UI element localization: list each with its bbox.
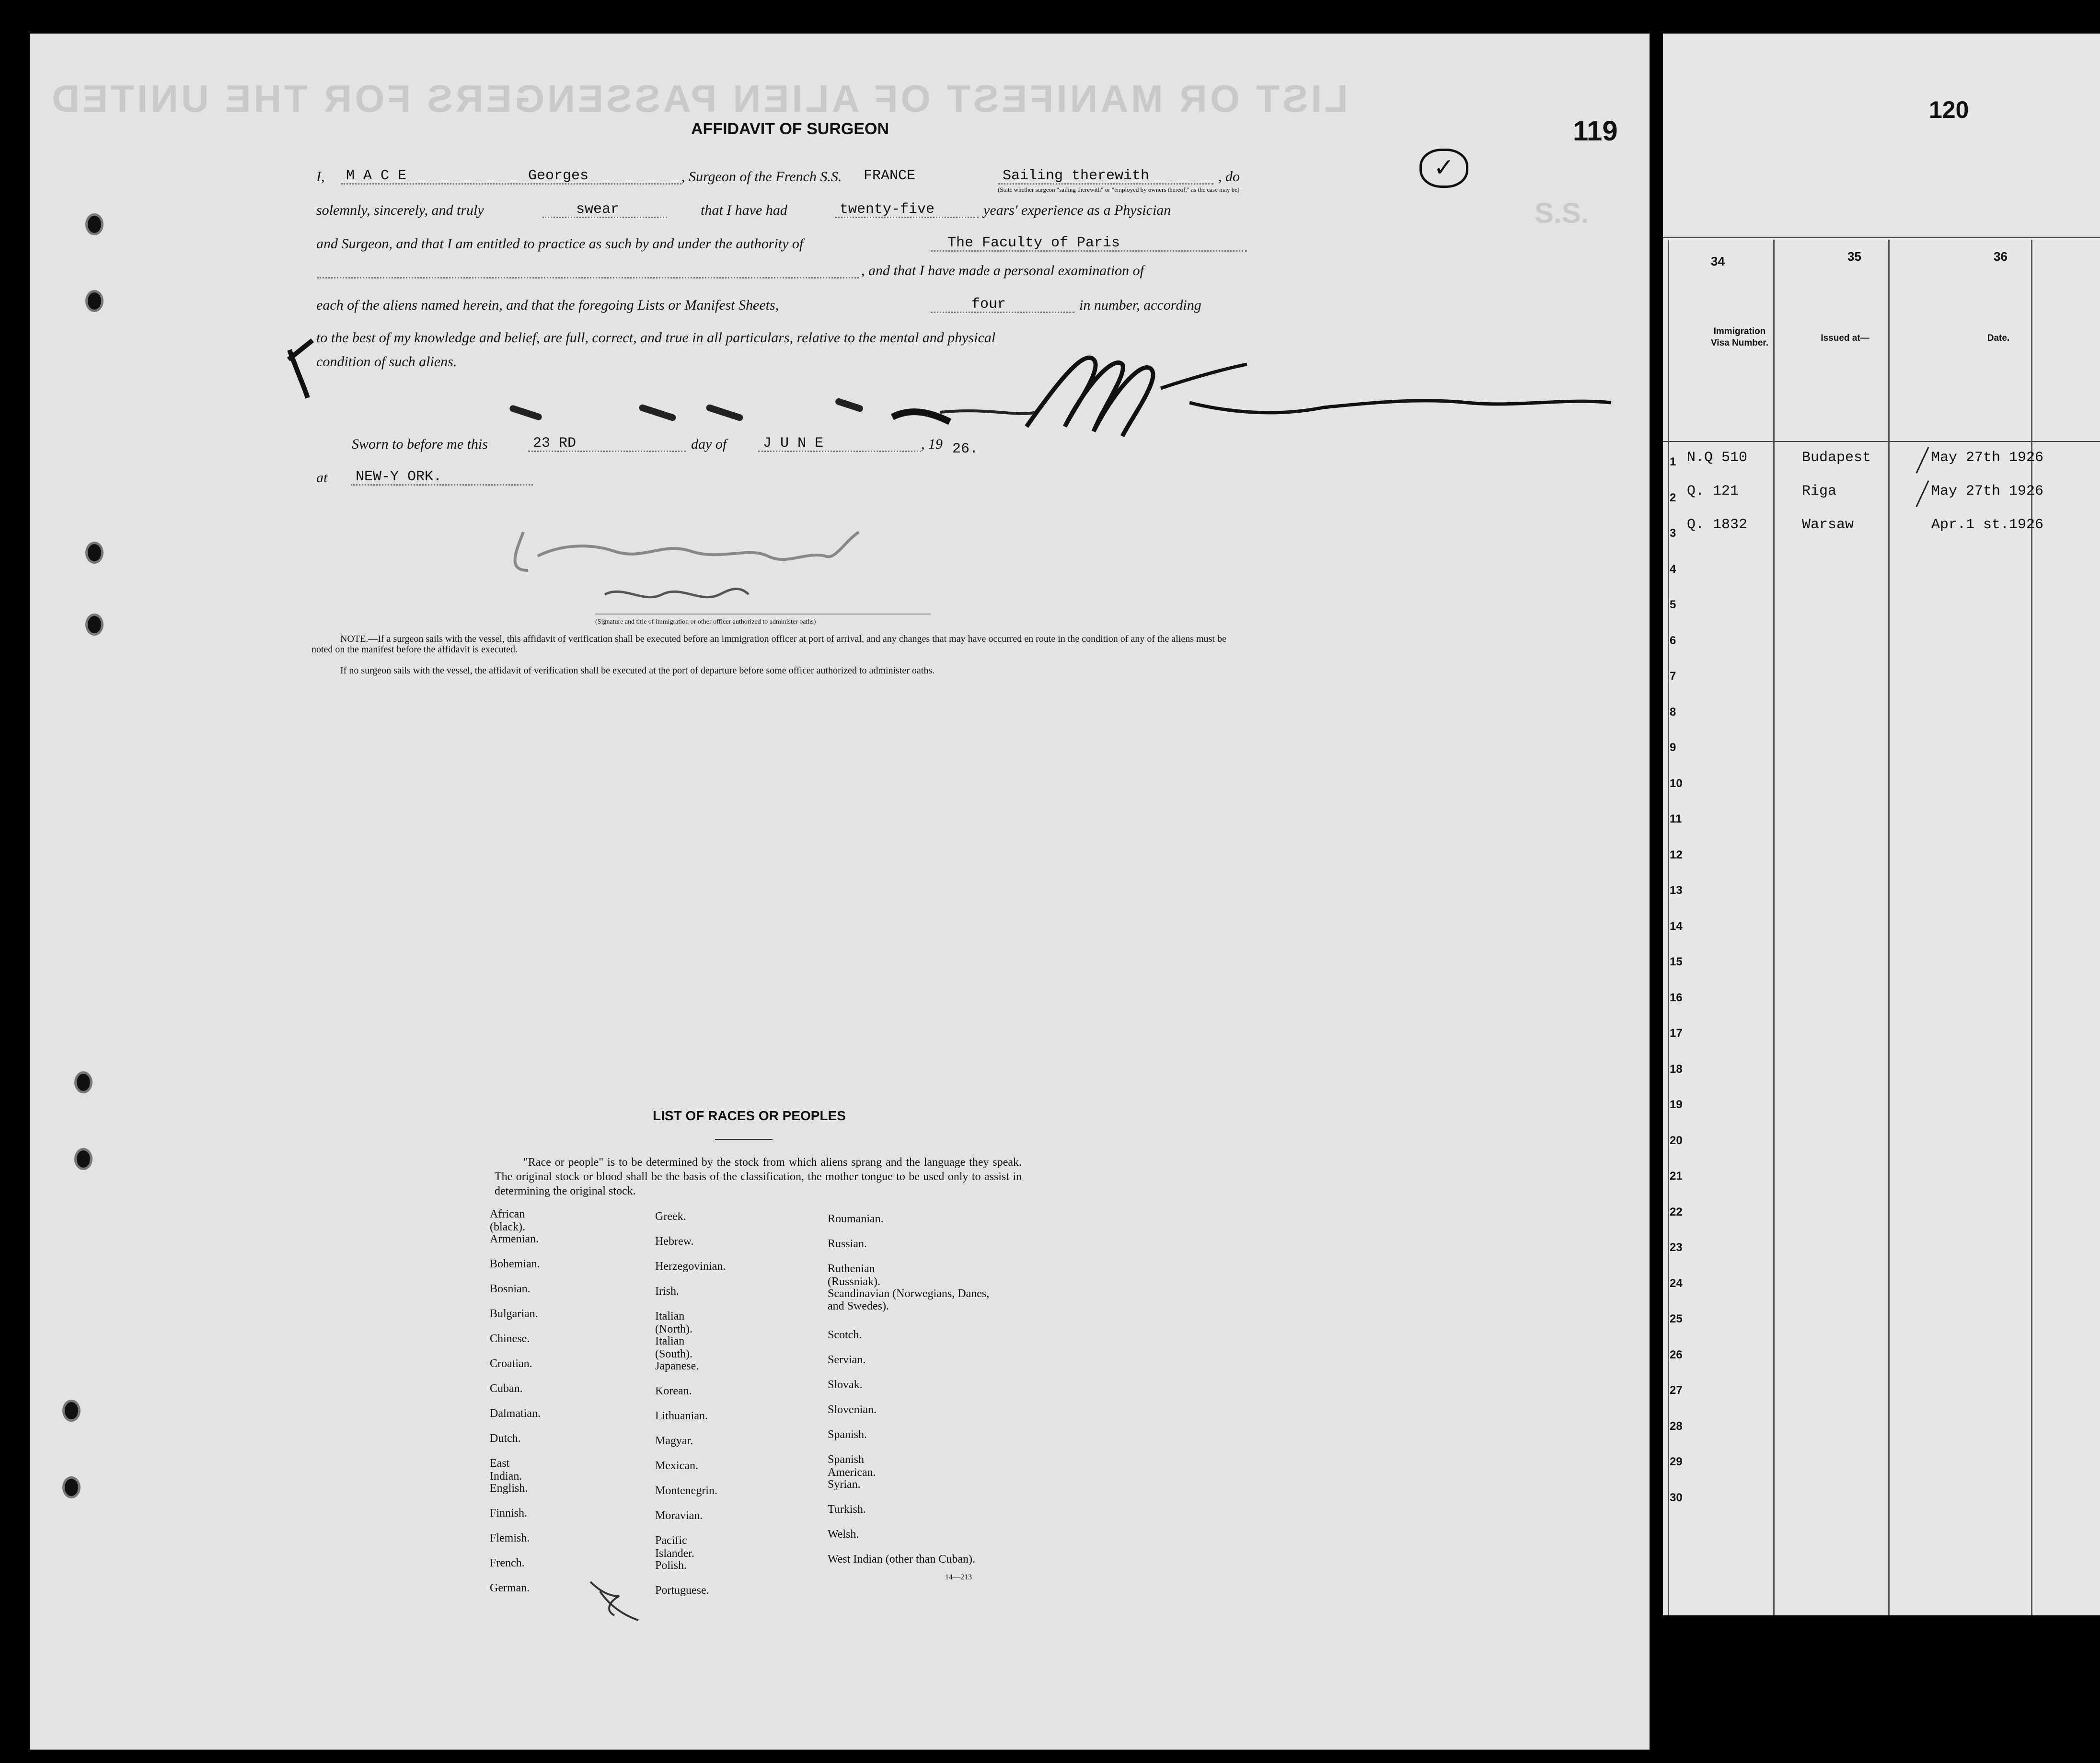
race-item: Hebrew. <box>655 1235 694 1248</box>
table-col-rule <box>1668 240 1669 1615</box>
check-mark-icon: ✓ <box>1433 154 1454 182</box>
signature-caption: (Signature and title of immigration or other officer authorized to administer oaths) <box>595 618 816 626</box>
aff-line2-end: years' experience as a Physician <box>983 202 1171 218</box>
race-item: Japanese. <box>655 1360 699 1372</box>
race-item: Bohemian. <box>490 1258 540 1270</box>
aff-line3-prefix: and Surgeon, and that I am entitled to practice as such by and under the authority of <box>316 236 804 252</box>
issued-at: Warsaw <box>1802 517 1854 533</box>
races-intro: "Race or people" is to be determined by the stock from which aliens sprang and the language they speak. The original stock or blood shall be the basis of the classification, the mother tongue to be used only to assist in determining the original stock. <box>495 1156 1022 1197</box>
race-item: Spanish. <box>828 1428 867 1441</box>
issue-date: Apr.1 st.1926 <box>1931 517 2044 533</box>
note-1: NOTE.—If a surgeon sails with the vessel, this affidavit of verification shall be executed before an immigration officer at port of arrival, and any changes that may have occurred en route in the condition of any of the aliens must be noted on the manifest before the affidavit is executed. <box>312 634 1226 655</box>
race-item: German. <box>490 1582 530 1594</box>
row-number: 11 <box>1670 812 1682 825</box>
punch-hole <box>74 1148 92 1170</box>
pencil-mark <box>581 1577 648 1630</box>
authority-line <box>931 250 1247 252</box>
race-item: African (black). <box>490 1208 525 1233</box>
row-number: 14 <box>1670 919 1683 933</box>
row-number: 28 <box>1670 1419 1683 1433</box>
race-item: Scotch. <box>828 1329 862 1341</box>
issue-date: May 27th 1926 <box>1931 483 2044 499</box>
race-item: Slovak. <box>828 1379 863 1391</box>
row-number: 3 <box>1670 527 1676 540</box>
aff-line2-mid: that I have had <box>701 202 787 218</box>
col-header-issued: Issued at— <box>1821 333 1869 343</box>
races-title-rule <box>715 1139 773 1140</box>
oath-line <box>542 217 667 218</box>
aff-line5: each of the aliens named herein, and that the foregoing Lists or Manifest Sheets, <box>316 297 779 313</box>
race-item: Syrian. <box>828 1478 861 1491</box>
sailing-line <box>998 183 1213 185</box>
race-item: Herzegovinian. <box>655 1260 726 1273</box>
years-experience: twenty-five <box>840 201 935 218</box>
race-item: Moravian. <box>655 1509 703 1522</box>
row-number: 10 <box>1670 777 1683 790</box>
slash-mark <box>1915 447 1929 474</box>
table-col-rule <box>1888 240 1890 1615</box>
race-item: West Indian (other than Cuban). <box>828 1553 975 1566</box>
race-item: Mexican. <box>655 1460 698 1472</box>
row-number: 25 <box>1670 1312 1683 1325</box>
race-item: Turkish. <box>828 1503 866 1516</box>
row-number: 13 <box>1670 884 1683 897</box>
race-item: Chinese. <box>490 1333 530 1345</box>
aff-line1-prefix: I, <box>316 169 325 185</box>
place-line <box>351 484 533 486</box>
races-title: LIST OF RACES OR PEOPLES <box>653 1108 846 1123</box>
aff-line7: condition of such aliens. <box>316 354 457 370</box>
race-item: East Indian. <box>490 1457 522 1483</box>
row-number: 22 <box>1670 1205 1683 1218</box>
race-item: Magyar. <box>655 1435 693 1447</box>
col-number-35: 35 <box>1847 249 1861 264</box>
issued-at: Riga <box>1802 483 1837 499</box>
years-line <box>835 217 979 218</box>
race-item: Korean. <box>655 1385 692 1397</box>
officer-signature <box>461 513 940 618</box>
punch-hole <box>85 542 104 564</box>
race-item: Greek. <box>655 1210 686 1223</box>
race-item: Polish. <box>655 1559 687 1572</box>
race-item: Portuguese. <box>655 1584 709 1597</box>
race-item: Welsh. <box>828 1528 859 1541</box>
day-of: day of <box>691 436 727 452</box>
page-number-right: 120 <box>1929 96 1969 123</box>
row-number: 7 <box>1670 670 1676 683</box>
punch-hole <box>85 614 104 636</box>
right-page <box>1663 34 2100 1615</box>
race-item: Scandinavian (Norwegians, Danes, and Swedes). <box>828 1287 990 1312</box>
row-number: 8 <box>1670 705 1676 719</box>
table-col-rule <box>2031 240 2032 1615</box>
ghost-header: LIST OR MANIFEST OF ALIEN PASSENGERS FOR THE UNITED <box>49 77 1348 120</box>
race-item: Dutch. <box>490 1432 521 1445</box>
ship-name: FRANCE <box>864 168 916 184</box>
row-number: 26 <box>1670 1348 1683 1361</box>
race-item: Roumanian. <box>828 1213 884 1225</box>
punch-hole <box>74 1071 92 1093</box>
row-number: 6 <box>1670 634 1676 647</box>
row-number: 16 <box>1670 991 1683 1004</box>
slash-mark <box>1915 480 1929 507</box>
left-page <box>30 34 1650 1750</box>
race-item: Russian. <box>828 1238 867 1250</box>
table-col-rule <box>1773 240 1775 1615</box>
punch-hole <box>85 290 104 312</box>
row-number: 30 <box>1670 1491 1683 1504</box>
sworn-place: NEW-Y ORK. <box>356 469 442 485</box>
race-item: Armenian. <box>490 1233 539 1245</box>
row-number: 23 <box>1670 1241 1683 1254</box>
month-line <box>758 451 921 452</box>
row-number: 5 <box>1670 598 1676 611</box>
col-header-date: Date. <box>1987 333 2010 343</box>
row-number: 15 <box>1670 955 1683 968</box>
year-prefix: , 19 <box>921 436 943 452</box>
row-number: 12 <box>1670 848 1683 861</box>
aff-line6: to the best of my knowledge and belief, are full, correct, and true in all particulars, relative to the mental and physical <box>316 330 996 346</box>
sworn-month: J U N E <box>763 435 824 452</box>
table-top-rule <box>1663 237 2100 238</box>
row-number: 21 <box>1670 1170 1683 1183</box>
row-number: 2 <box>1670 491 1676 504</box>
visa-number: N.Q 510 <box>1687 450 1748 466</box>
race-item: Italian (North). <box>655 1310 692 1335</box>
at-prefix: at <box>316 470 328 486</box>
punch-hole <box>62 1400 81 1422</box>
signature-line <box>595 614 931 615</box>
visa-number: Q. 121 <box>1687 483 1739 499</box>
row-number: 17 <box>1670 1027 1683 1040</box>
form-number: 14—213 <box>945 1573 972 1581</box>
visa-number: Q. 1832 <box>1687 517 1748 533</box>
race-item: French. <box>490 1557 525 1569</box>
race-item: Irish. <box>655 1285 679 1298</box>
aff-line1-mid: , Surgeon of the French S.S. <box>681 169 842 185</box>
race-item: Italian (South). <box>655 1335 692 1360</box>
surgeon-surname: M A C E <box>346 168 407 184</box>
day-line <box>528 451 686 452</box>
surgeon-signature <box>269 331 1683 489</box>
race-item: Servian. <box>828 1354 866 1366</box>
race-item: Bosnian. <box>490 1283 531 1295</box>
issued-at: Budapest <box>1802 450 1871 466</box>
punch-hole <box>85 213 104 235</box>
race-item: Bulgarian. <box>490 1308 538 1320</box>
race-item: Croatian. <box>490 1357 532 1370</box>
authority-line-2 <box>317 277 859 278</box>
aff-line2-prefix: solemnly, sincerely, and truly <box>316 202 484 218</box>
aff-line1-end: , do <box>1218 169 1240 185</box>
sheet-count: four <box>971 296 1006 313</box>
row-number: 19 <box>1670 1098 1683 1111</box>
sworn-year: 26. <box>952 441 979 457</box>
row-number: 24 <box>1670 1276 1683 1290</box>
race-item: Montenegrin. <box>655 1485 717 1497</box>
table-header-rule <box>1663 441 2100 442</box>
surgeon-given-name: Georges <box>528 168 589 184</box>
ghost-ss: S.S. <box>1535 197 1589 229</box>
sworn-day: 23 RD <box>533 435 577 452</box>
row-number: 1 <box>1670 455 1676 468</box>
sworn-prefix: Sworn to before me this <box>352 436 488 452</box>
col-number-36: 36 <box>1994 249 2008 264</box>
race-item: Ruthenian (Russniak). <box>828 1263 880 1288</box>
race-item: Finnish. <box>490 1507 528 1519</box>
race-item: Lithuanian. <box>655 1410 708 1422</box>
col-number-34: 34 <box>1711 254 1725 268</box>
row-number: 29 <box>1670 1455 1683 1468</box>
surname-line <box>341 183 681 185</box>
row-number: 4 <box>1670 562 1676 576</box>
note-2: If no surgeon sails with the vessel, the affidavit of verification shall be executed at the port of departure before some officer authorized to administer oaths. <box>340 665 935 676</box>
race-item: Pacific Islander. <box>655 1534 694 1560</box>
race-item: Dalmatian. <box>490 1407 541 1420</box>
punch-hole <box>62 1476 81 1498</box>
sheets-line <box>931 312 1074 313</box>
check-mark-circle <box>1419 149 1468 188</box>
sailing-status: Sailing therewith <box>1003 168 1150 184</box>
race-item: Flemish. <box>490 1532 530 1544</box>
authority: The Faculty of Paris <box>947 235 1120 251</box>
row-number: 18 <box>1670 1062 1683 1076</box>
race-item: Slovenian. <box>828 1403 877 1416</box>
race-item: English. <box>490 1482 528 1495</box>
affidavit-title: AFFIDAVIT OF SURGEON <box>691 120 889 138</box>
aff-line5-end: in number, according <box>1079 297 1201 313</box>
row-number: 9 <box>1670 741 1676 754</box>
col-header-visa: Immigration Visa Number. <box>1710 326 1769 348</box>
oath-word: swear <box>576 201 620 218</box>
row-number: 20 <box>1670 1134 1683 1147</box>
page-number-left: 119 <box>1573 116 1618 147</box>
sailing-note: (State whether surgeon "sailing therewith" or "employed by owners thereof," as the case may be) <box>998 186 1240 193</box>
race-item: Cuban. <box>490 1382 523 1395</box>
aff-line4: , and that I have made a personal examination of <box>861 263 1144 278</box>
race-item: Spanish American. <box>828 1453 876 1479</box>
issue-date: May 27th 1926 <box>1931 450 2044 466</box>
row-number: 27 <box>1670 1384 1683 1397</box>
